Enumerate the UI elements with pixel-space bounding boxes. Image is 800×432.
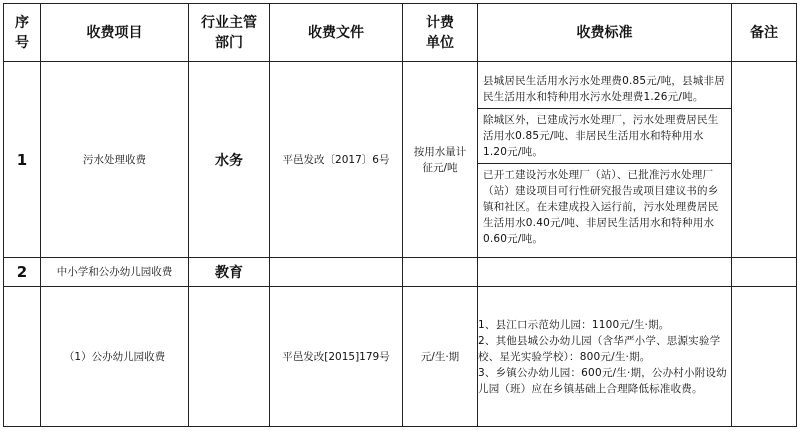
row-remark (732, 258, 797, 287)
standard-line: 3、乡镇公办幼儿园：600元/生·期，公办村小附设幼儿园（班）应在乡镇基础上合理降低标准收费。 (478, 366, 727, 395)
row-doc: 平邑发改[2015]179号 (270, 287, 403, 427)
row-standard (478, 62, 732, 258)
row-standard (478, 258, 732, 287)
row-doc: 平邑发改〔2017〕6号 (270, 62, 403, 258)
row-dept: 水务 (189, 62, 270, 258)
header-row (4, 4, 797, 62)
header-dept: 行业主管部门 (189, 4, 270, 62)
standard-segment: 已开工建设污水处理厂（站）、已批准污水处理厂（站）建设项目可行性研究报告或项目建议书的乡镇和社区。在未建成投入运行前，污水处理费居民生活用水0.40元/吨、非居民生活用水和特种用水0.60元/吨。 (483, 168, 719, 245)
row-unit (403, 258, 478, 287)
row-standard (478, 287, 732, 427)
row-doc (270, 258, 403, 287)
table-row (4, 62, 797, 258)
row-remark (732, 287, 797, 427)
row-unit: 按用水量计征元/吨 (403, 62, 478, 258)
row-item: 污水处理收费 (41, 62, 189, 258)
row-item: 中小学和公办幼儿园收费 (41, 258, 189, 287)
row-seq (4, 287, 41, 427)
standard-segment: 除城区外，已建成污水处理厂，污水处理费居民生活用水0.85元/吨、非居民生活用水和特种用水1.20元/吨。 (478, 109, 731, 164)
standard-segment: 县城居民生活用水污水处理费0.85元/吨，县城非居民生活用水和特种用水污水处理费1.26元/吨。 (478, 70, 731, 109)
row-item: （1）公办幼儿园收费 (41, 287, 189, 427)
table-row (4, 258, 797, 287)
header-unit: 计费单位 (403, 4, 478, 62)
row-unit: 元/生·期 (403, 287, 478, 427)
header-standard: 收费标准 (478, 4, 732, 62)
header-remark: 备注 (732, 4, 797, 62)
fee-table (3, 3, 797, 427)
row-dept: 教育 (189, 258, 270, 287)
header-doc: 收费文件 (270, 4, 403, 62)
row-remark (732, 62, 797, 258)
row-seq: 2 (4, 258, 41, 287)
row-dept (189, 287, 270, 427)
row-seq: 1 (4, 62, 41, 258)
standard-line: 2、其他县城公办幼儿园（含华严小学、思源实验学校、星光实验学校）：800元/生·期。 (478, 334, 721, 363)
header-item: 收费项目 (41, 4, 189, 62)
header-seq: 序号 (4, 4, 41, 62)
standard-line: 1、县江口示范幼儿园：1100元/生·期。 (478, 318, 670, 331)
table-row (4, 287, 797, 427)
